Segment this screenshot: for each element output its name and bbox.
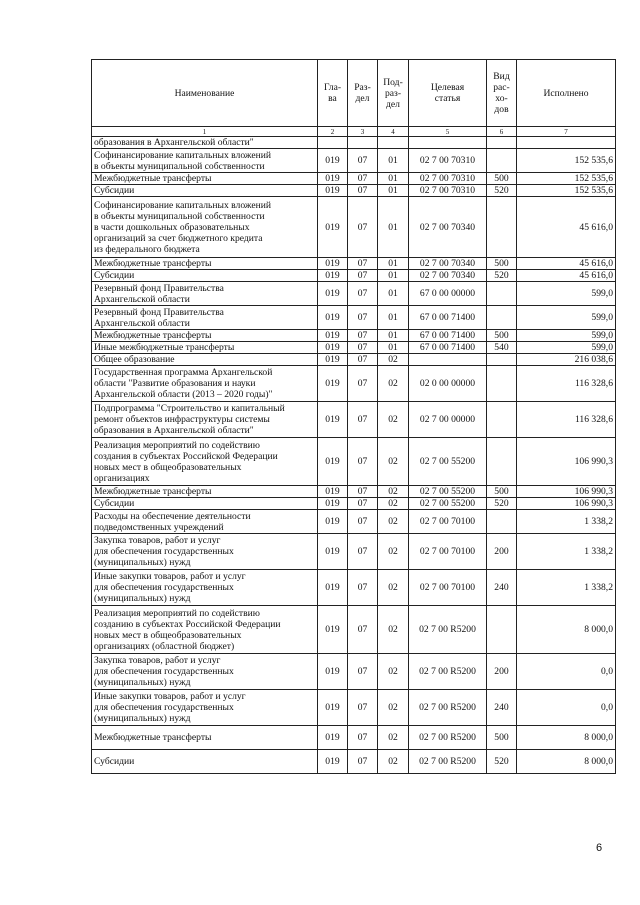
row-section: 07	[348, 570, 378, 606]
row-amount: 1 338,2	[517, 510, 616, 534]
row-chapter: 019	[318, 185, 348, 197]
row-target-article: 67 0 00 71400	[409, 342, 487, 354]
table-row	[92, 750, 616, 774]
row-section: 07	[348, 750, 378, 774]
table-row	[92, 137, 616, 149]
column-number: 5	[409, 127, 487, 137]
table-row	[92, 330, 616, 342]
row-section: 07	[348, 654, 378, 690]
table-row	[92, 534, 616, 570]
table-row	[92, 342, 616, 354]
row-name: Государственная программа Архангельской области "Развитие образования и науки Архангельской области (2013 – 2020 годы)"	[92, 366, 318, 402]
row-expense-type: 200	[487, 654, 517, 690]
row-amount: 106 990,3	[517, 438, 616, 486]
table-row	[92, 606, 616, 654]
row-subsection: 01	[378, 258, 409, 270]
row-expense-type	[487, 149, 517, 173]
row-amount: 216 038,6	[517, 354, 616, 366]
row-subsection: 02	[378, 606, 409, 654]
row-subsection: 01	[378, 270, 409, 282]
page-number: 6	[596, 842, 603, 854]
row-expense-type: 240	[487, 690, 517, 726]
column-number: 4	[378, 127, 409, 137]
row-name: Субсидии	[92, 498, 318, 510]
table-row	[92, 185, 616, 197]
row-chapter: 019	[318, 354, 348, 366]
row-chapter: 019	[318, 654, 348, 690]
table-row	[92, 282, 616, 306]
row-amount: 0,0	[517, 654, 616, 690]
row-amount: 8 000,0	[517, 726, 616, 750]
row-amount: 116 328,6	[517, 402, 616, 438]
row-amount: 152 535,6	[517, 149, 616, 173]
row-subsection: 02	[378, 570, 409, 606]
row-chapter: 019	[318, 149, 348, 173]
row-section: 07	[348, 438, 378, 486]
budget-table	[91, 59, 616, 774]
row-expense-type: 520	[487, 270, 517, 282]
row-target-article: 02 7 00 R5200	[409, 750, 487, 774]
row-chapter: 019	[318, 342, 348, 354]
row-subsection: 01	[378, 173, 409, 185]
row-expense-type: 520	[487, 750, 517, 774]
row-target-article: 02 7 00 R5200	[409, 690, 487, 726]
table-row	[92, 402, 616, 438]
row-chapter: 019	[318, 173, 348, 185]
row-section: 07	[348, 197, 378, 258]
row-name: Резервный фонд Правительства Архангельской области	[92, 306, 318, 330]
column-number: 1	[92, 127, 318, 137]
table-row	[92, 654, 616, 690]
row-section: 07	[348, 258, 378, 270]
row-expense-type: 520	[487, 185, 517, 197]
row-chapter: 019	[318, 534, 348, 570]
row-section: 07	[348, 726, 378, 750]
table-row	[92, 510, 616, 534]
row-name: Субсидии	[92, 750, 318, 774]
row-expense-type: 500	[487, 173, 517, 185]
row-amount: 1 338,2	[517, 534, 616, 570]
row-subsection: 02	[378, 510, 409, 534]
column-number: 7	[517, 127, 616, 137]
row-section: 07	[348, 185, 378, 197]
row-chapter: 019	[318, 270, 348, 282]
row-expense-type: 520	[487, 498, 517, 510]
row-section: 07	[348, 690, 378, 726]
header-row	[92, 60, 616, 127]
row-target-article: 02 7 00 R5200	[409, 606, 487, 654]
row-expense-type	[487, 282, 517, 306]
row-target-article: 02 7 00 70100	[409, 534, 487, 570]
row-expense-type: 500	[487, 726, 517, 750]
row-expense-type: 200	[487, 534, 517, 570]
row-name: Закупка товаров, работ и услуг для обеспечения государственных (муниципальных) нужд	[92, 534, 318, 570]
row-chapter: 019	[318, 306, 348, 330]
row-target-article: 02 7 00 55200	[409, 498, 487, 510]
row-name: Закупка товаров, работ и услуг для обеспечения государственных (муниципальных) нужд	[92, 654, 318, 690]
row-chapter: 019	[318, 330, 348, 342]
row-target-article: 02 7 00 70100	[409, 570, 487, 606]
row-section: 07	[348, 402, 378, 438]
row-expense-type	[487, 137, 517, 149]
column-number: 6	[487, 127, 517, 137]
row-section: 07	[348, 354, 378, 366]
row-amount: 116 328,6	[517, 366, 616, 402]
row-chapter	[318, 137, 348, 149]
row-expense-type: 540	[487, 342, 517, 354]
row-section: 07	[348, 330, 378, 342]
row-target-article: 02 0 00 00000	[409, 366, 487, 402]
table-row	[92, 149, 616, 173]
table-row	[92, 306, 616, 330]
row-section: 07	[348, 486, 378, 498]
row-subsection: 02	[378, 690, 409, 726]
table-row	[92, 570, 616, 606]
row-name: Иные межбюджетные трансферты	[92, 342, 318, 354]
row-section: 07	[348, 342, 378, 354]
row-subsection: 01	[378, 282, 409, 306]
header-name: Наименование	[92, 60, 318, 127]
row-section: 07	[348, 366, 378, 402]
table-row	[92, 366, 616, 402]
row-amount: 106 990,3	[517, 498, 616, 510]
row-section: 07	[348, 173, 378, 185]
row-subsection	[378, 137, 409, 149]
row-subsection: 02	[378, 498, 409, 510]
row-section: 07	[348, 149, 378, 173]
row-expense-type	[487, 510, 517, 534]
row-target-article	[409, 354, 487, 366]
row-subsection: 02	[378, 366, 409, 402]
row-name: Софинансирование капитальных вложений в объекты муниципальной собственности	[92, 149, 318, 173]
table-body	[92, 137, 616, 774]
row-amount: 152 535,6	[517, 185, 616, 197]
row-amount	[517, 137, 616, 149]
row-chapter: 019	[318, 366, 348, 402]
row-section: 07	[348, 306, 378, 330]
row-subsection: 02	[378, 438, 409, 486]
row-subsection: 01	[378, 149, 409, 173]
row-chapter: 019	[318, 498, 348, 510]
row-amount: 8 000,0	[517, 606, 616, 654]
row-subsection: 01	[378, 306, 409, 330]
row-target-article: 67 0 00 71400	[409, 306, 487, 330]
row-name: Резервный фонд Правительства Архангельской области	[92, 282, 318, 306]
header-chapter: Гла- ва	[318, 60, 348, 127]
row-target-article: 02 7 00 55200	[409, 486, 487, 498]
table-row	[92, 726, 616, 750]
column-number: 2	[318, 127, 348, 137]
row-name: Расходы на обеспечение деятельности подведомственных учреждений	[92, 510, 318, 534]
row-section: 07	[348, 498, 378, 510]
row-section	[348, 137, 378, 149]
row-target-article: 02 7 00 70340	[409, 270, 487, 282]
column-number: 3	[348, 127, 378, 137]
row-name: Субсидии	[92, 270, 318, 282]
row-subsection: 02	[378, 654, 409, 690]
row-name: Общее образование	[92, 354, 318, 366]
row-amount: 152 535,6	[517, 173, 616, 185]
row-chapter: 019	[318, 570, 348, 606]
row-section: 07	[348, 282, 378, 306]
row-name: Межбюджетные трансферты	[92, 726, 318, 750]
row-section: 07	[348, 270, 378, 282]
row-name: Межбюджетные трансферты	[92, 258, 318, 270]
header-section: Раз- дел	[348, 60, 378, 127]
row-target-article: 02 7 00 70340	[409, 258, 487, 270]
row-target-article: 02 7 00 70100	[409, 510, 487, 534]
row-target-article: 02 7 00 70340	[409, 197, 487, 258]
row-subsection: 02	[378, 402, 409, 438]
row-section: 07	[348, 534, 378, 570]
row-chapter: 019	[318, 258, 348, 270]
table-row	[92, 173, 616, 185]
row-amount: 599,0	[517, 342, 616, 354]
table-row	[92, 690, 616, 726]
row-target-article: 02 7 00 R5200	[409, 654, 487, 690]
header-target-article: Целевая статья	[409, 60, 487, 127]
row-subsection: 02	[378, 534, 409, 570]
row-target-article	[409, 137, 487, 149]
table-row	[92, 438, 616, 486]
row-chapter: 019	[318, 510, 348, 534]
row-amount: 599,0	[517, 282, 616, 306]
row-name: Реализация мероприятий по содействию создания в субъектах Российской Федерации новых мест в общеобразовательных организациях	[92, 438, 318, 486]
row-target-article: 67 0 00 00000	[409, 282, 487, 306]
row-chapter: 019	[318, 726, 348, 750]
row-subsection: 02	[378, 354, 409, 366]
row-subsection: 02	[378, 726, 409, 750]
row-chapter: 019	[318, 197, 348, 258]
row-amount: 8 000,0	[517, 750, 616, 774]
row-chapter: 019	[318, 750, 348, 774]
row-amount: 45 616,0	[517, 258, 616, 270]
row-name: Иные закупки товаров, работ и услуг для обеспечения государственных (муниципальных) нужд	[92, 570, 318, 606]
row-expense-type	[487, 354, 517, 366]
row-name: Межбюджетные трансферты	[92, 330, 318, 342]
header-subsection: Под- раз- дел	[378, 60, 409, 127]
row-target-article: 02 7 00 55200	[409, 438, 487, 486]
row-subsection: 01	[378, 330, 409, 342]
row-amount: 106 990,3	[517, 486, 616, 498]
row-target-article: 02 7 00 70310	[409, 173, 487, 185]
row-target-article: 02 7 00 R5200	[409, 726, 487, 750]
row-amount: 45 616,0	[517, 270, 616, 282]
row-chapter: 019	[318, 690, 348, 726]
row-chapter: 019	[318, 402, 348, 438]
row-amount: 0,0	[517, 690, 616, 726]
table-row	[92, 498, 616, 510]
row-name: Иные закупки товаров, работ и услуг для обеспечения государственных (муниципальных) нужд	[92, 690, 318, 726]
row-target-article: 02 7 00 70310	[409, 185, 487, 197]
row-name: Софинансирование капитальных вложений в объекты муниципальной собственности в части дошкольных образовательных организаций за счет бюджетного кредита из федерального бюджета	[92, 197, 318, 258]
row-amount: 599,0	[517, 306, 616, 330]
row-expense-type: 500	[487, 486, 517, 498]
row-chapter: 019	[318, 282, 348, 306]
row-expense-type: 500	[487, 258, 517, 270]
row-expense-type: 240	[487, 570, 517, 606]
row-expense-type	[487, 306, 517, 330]
header-expense-type: Вид рас- хо- дов	[487, 60, 517, 127]
row-name: Межбюджетные трансферты	[92, 173, 318, 185]
row-target-article: 02 7 00 70310	[409, 149, 487, 173]
row-amount: 1 338,2	[517, 570, 616, 606]
row-chapter: 019	[318, 486, 348, 498]
row-target-article: 67 0 00 71400	[409, 330, 487, 342]
row-expense-type	[487, 366, 517, 402]
table-row	[92, 270, 616, 282]
row-name: Субсидии	[92, 185, 318, 197]
row-amount: 45 616,0	[517, 197, 616, 258]
row-chapter: 019	[318, 606, 348, 654]
row-name: Реализация мероприятий по содействию созданию в субъектах Российской Федерации новых мест в общеобразовательных организациях (областной бюджет)	[92, 606, 318, 654]
row-section: 07	[348, 606, 378, 654]
table-row	[92, 197, 616, 258]
row-amount: 599,0	[517, 330, 616, 342]
row-expense-type	[487, 438, 517, 486]
row-subsection: 02	[378, 486, 409, 498]
row-name: Подпрограмма "Строительство и капитальный ремонт объектов инфраструктуры системы образования в Архангельской области"	[92, 402, 318, 438]
row-subsection: 01	[378, 185, 409, 197]
row-expense-type	[487, 402, 517, 438]
row-target-article: 02 7 00 00000	[409, 402, 487, 438]
row-subsection: 01	[378, 342, 409, 354]
row-section: 07	[348, 510, 378, 534]
row-name: Межбюджетные трансферты	[92, 486, 318, 498]
column-number-row	[92, 127, 616, 137]
row-chapter: 019	[318, 438, 348, 486]
header-executed: Исполнено	[517, 60, 616, 127]
row-subsection: 01	[378, 197, 409, 258]
row-name: образования в Архангельской области"	[92, 137, 318, 149]
table-row	[92, 354, 616, 366]
row-expense-type	[487, 197, 517, 258]
row-subsection: 02	[378, 750, 409, 774]
table-row	[92, 486, 616, 498]
row-expense-type: 500	[487, 330, 517, 342]
row-expense-type	[487, 606, 517, 654]
table-row	[92, 258, 616, 270]
